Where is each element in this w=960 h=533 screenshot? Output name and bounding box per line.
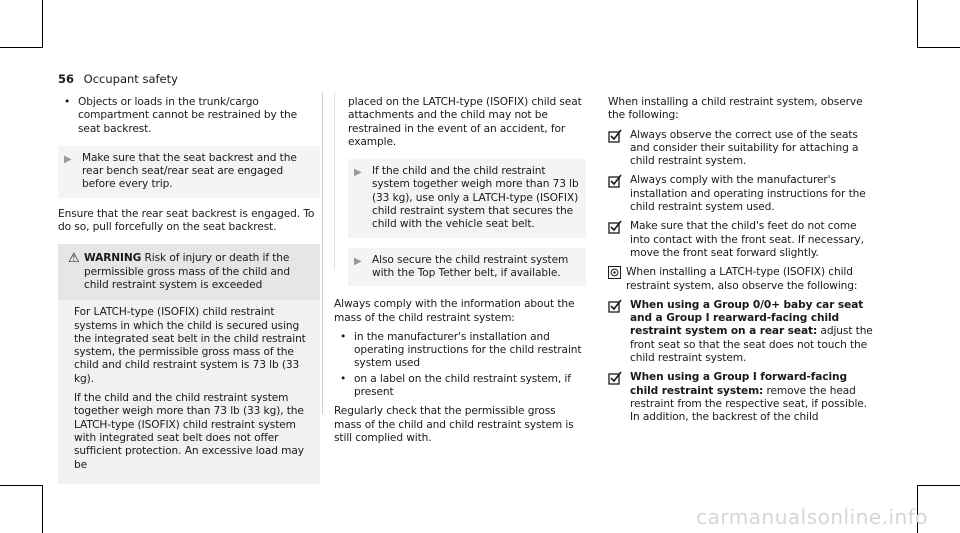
- list-item: • Objects or loads in the trunk/cargo compartment cannot be restrained by the seat backrest.: [64, 96, 298, 135]
- warning-paragraph: If the child and the child restraint system together weigh more than 73 lb (33 kg), the LATCH-type (ISOFIX) child restraint system with integrated seat belt does not offer sufficient protection. An excessive load may be: [74, 392, 304, 471]
- warning-triangle-icon: ⚠: [68, 251, 80, 267]
- column-divider: [334, 92, 335, 270]
- crop-mark: [0, 485, 42, 486]
- column-divider: [322, 92, 323, 414]
- checklist-item: When using a Group 0/0+ baby car seat and a Group I rearward-facing child restraint system on a rear seat: adjust the front seat so that the seat does not touch the child restraint system.: [608, 299, 876, 365]
- checklist-item: Make sure that the child's feet do not come into contact with the front seat. If necessary, move the front seat forward slightly.: [608, 220, 876, 260]
- crop-mark: [0, 47, 42, 48]
- column-1: [58, 96, 320, 484]
- arrow-icon: ▶: [64, 153, 72, 165]
- warning-continuation: placed on the LATCH-type (ISOFIX) child seat attachments and the child may not be restrained in the event of an accident, for example. ▶ If the child and the child restraint system together weigh more than 73 lb (33 kg), use only a LATCH-type (ISOFIX) child restraint system that secures the child with the vehicle seat belt. ▶ Also secure the child restraint system with the Top Tether belt, if available.: [334, 96, 586, 286]
- checkbox-checked-icon: [608, 299, 630, 365]
- instruction-step: ▶ Make sure that the seat backrest and the rear bench seat/rear seat are engaged before every trip.: [58, 146, 320, 198]
- list-item: • on a label on the child restraint system, if present: [340, 372, 571, 399]
- watermark: carmanualsonline.info: [696, 505, 928, 529]
- crop-mark: [918, 485, 960, 486]
- checkbox-checked-icon: [608, 220, 630, 260]
- checkbox-checked-icon: [608, 174, 630, 214]
- warning-title: WARNING: [84, 252, 142, 265]
- column-3: [608, 96, 876, 429]
- checklist-item: Always comply with the manufacturer's installation and operating instructions for the child restraint system used.: [608, 174, 876, 214]
- instruction-step: ▶ If the child and the child restraint system together weigh more than 73 lb (33 kg), use only a LATCH-type (ISOFIX) child restraint system that secures the child with the vehicle seat belt.: [348, 159, 586, 237]
- arrow-icon: ▶: [354, 167, 362, 179]
- info-note-icon: [608, 266, 626, 293]
- note: When installing a LATCH-type (ISOFIX) child restraint system, also observe the following:: [608, 266, 876, 293]
- instruction-step: ▶ Also secure the child restraint system with the Top Tether belt, if available.: [348, 248, 586, 287]
- section-title: Occupant safety: [83, 72, 178, 86]
- page-header: [58, 72, 178, 86]
- page-number: 56: [58, 72, 75, 86]
- warning-paragraph: For LATCH-type (ISOFIX) child restraint systems in which the child is secured using the integrated seat belt in the child restraint system, the permissible gross mass of the child and child restraint system is 73 lb (33 kg).: [74, 306, 306, 385]
- paragraph: Always comply with the information about the mass of the child restraint system:: [334, 298, 575, 324]
- list-item: • in the manufacturer's installation and operating instructions for the child restraint system used: [340, 330, 582, 370]
- checkbox-checked-icon: [608, 129, 630, 169]
- warning-lead: Risk of injury or death if the permissible gross mass of the child and child restraint system is exceeded: [84, 252, 291, 291]
- crop-mark: [917, 0, 918, 48]
- checklist-item: When using a Group I forward-facing child restraint system: remove the head restraint from the respective seat, if possible. In addition, the backrest of the child: [608, 371, 876, 424]
- checklist-item: Always observe the correct use of the seats and consider their suitability for attaching a child restraint system.: [608, 129, 876, 169]
- crop-mark: [42, 485, 43, 533]
- paragraph: Ensure that the rear seat backrest is engaged. To do so, pull forcefully on the seat backrest.: [58, 207, 315, 234]
- crop-mark: [918, 47, 960, 48]
- crop-mark: [42, 0, 43, 48]
- paragraph: When installing a child restraint system, observe the following:: [608, 96, 863, 122]
- column-2: [334, 96, 586, 451]
- warning-box: [58, 244, 320, 483]
- checkbox-checked-icon: [608, 371, 630, 424]
- arrow-icon: ▶: [354, 255, 362, 267]
- paragraph: Regularly check that the permissible gross mass of the child and child restraint system is still complied with.: [334, 405, 574, 444]
